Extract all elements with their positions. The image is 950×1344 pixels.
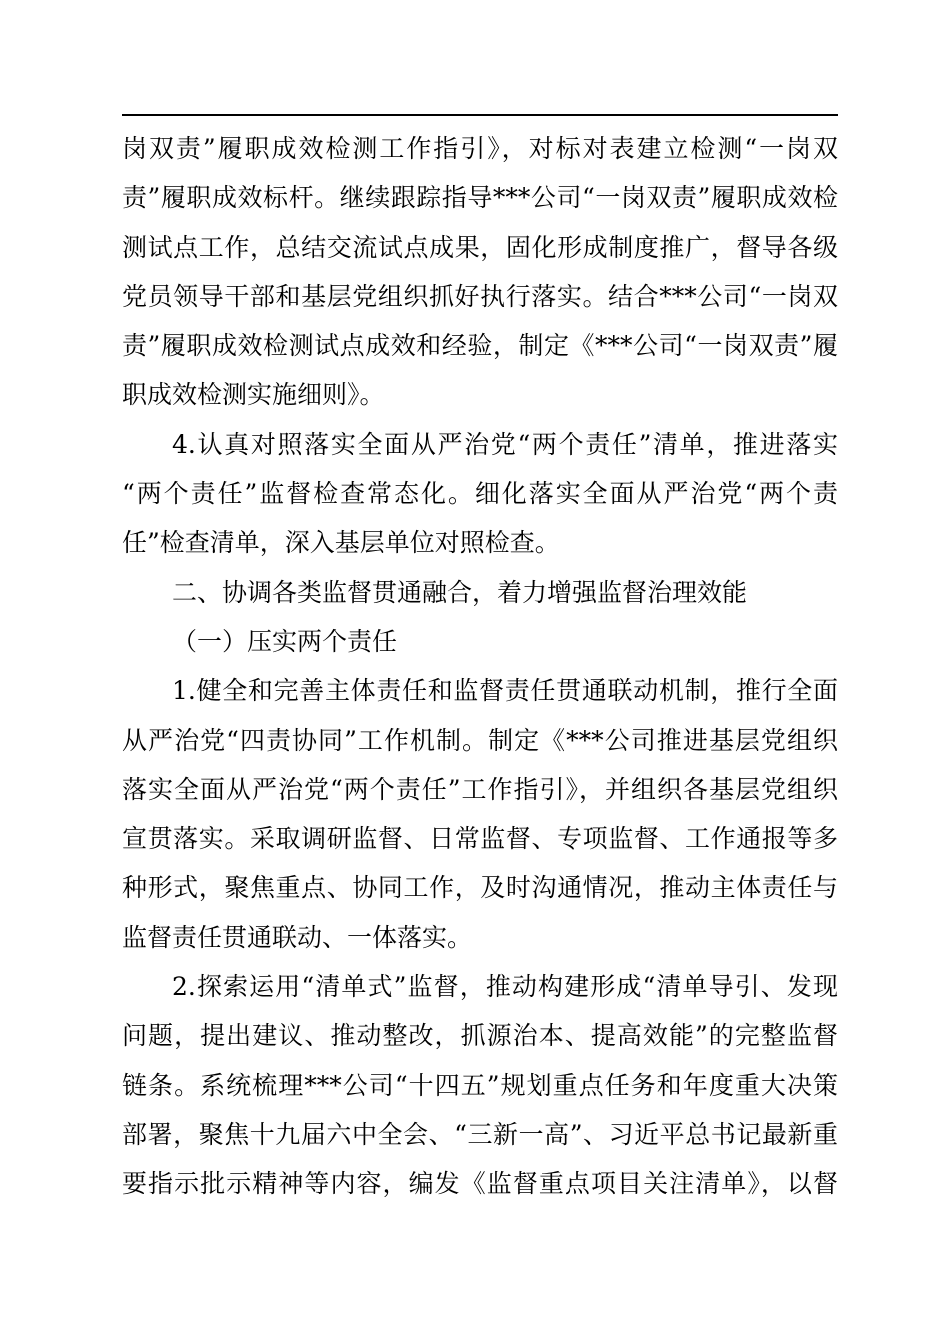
text-line: 链条。系统梳理***公司“十四五”规划重点任务和年度重大决策 bbox=[122, 1070, 838, 1100]
text-line: 要指示批示精神等内容，编发《监督重点项目关注清单》，以督 bbox=[122, 1169, 838, 1199]
paragraph-item-1 bbox=[122, 666, 838, 962]
text-line: 部署，聚焦十九届六中全会、“三新一高”、习近平总书记最新重 bbox=[122, 1119, 838, 1149]
text-line: 2.探索运用“清单式”监督，推动构建形成“清单导引、发现 bbox=[172, 972, 838, 1002]
text-line: 1.健全和完善主体责任和监督责任贯通联动机制，推行全面 bbox=[172, 676, 838, 706]
section-heading bbox=[122, 568, 838, 617]
text-line: 测试点工作，总结交流试点成果，固化形成制度推广，督导各级 bbox=[122, 232, 838, 262]
text-line: 责”履职成效标杆。继续跟踪指导***公司“一岗双责”履职成效检 bbox=[122, 183, 838, 213]
heading-line: （一）压实两个责任 bbox=[172, 626, 398, 656]
text-line: 4.认真对照落实全面从严治党“两个责任”清单，推进落实 bbox=[172, 429, 838, 459]
text-line: 种形式，聚焦重点、协同工作，及时沟通情况，推动主体责任与 bbox=[122, 873, 838, 903]
text-line: 职成效检测实施细则》。 bbox=[122, 380, 385, 410]
text-line: 从严治党“四责协同”工作机制。制定《***公司推进基层党组织 bbox=[122, 725, 838, 755]
document-body bbox=[122, 124, 838, 1209]
text-line: 岗双责”履职成效检测工作指引》，对标对表建立检测“一岗双 bbox=[122, 134, 838, 163]
text-line: 任”检查清单，深入基层单位对照检查。 bbox=[122, 528, 560, 558]
paragraph-continuation bbox=[122, 124, 838, 420]
subsection-heading bbox=[122, 617, 838, 666]
text-line: 宣贯落实。采取调研监督、日常监督、专项监督、工作通报等多 bbox=[122, 824, 838, 854]
text-line: 党员领导干部和基层党组织抓好执行落实。结合***公司“一岗双 bbox=[122, 281, 838, 311]
paragraph-item-2 bbox=[122, 962, 838, 1208]
text-line: “两个责任”监督检查常态化。细化落实全面从严治党“两个责 bbox=[122, 479, 838, 509]
text-line: 落实全面从严治党“两个责任”工作指引》，并组织各基层党组织 bbox=[122, 774, 838, 804]
paragraph-item-4 bbox=[122, 420, 838, 568]
header-rule bbox=[122, 114, 838, 116]
heading-line: 二、协调各类监督贯通融合，着力增强监督治理效能 bbox=[172, 577, 748, 607]
text-line: 问题，提出建议、推动整改，抓源治本、提高效能”的完整监督 bbox=[122, 1021, 838, 1051]
text-line: 责”履职成效检测试点成效和经验，制定《***公司“一岗双责”履 bbox=[122, 331, 838, 361]
text-line: 监督责任贯通联动、一体落实。 bbox=[122, 922, 473, 952]
